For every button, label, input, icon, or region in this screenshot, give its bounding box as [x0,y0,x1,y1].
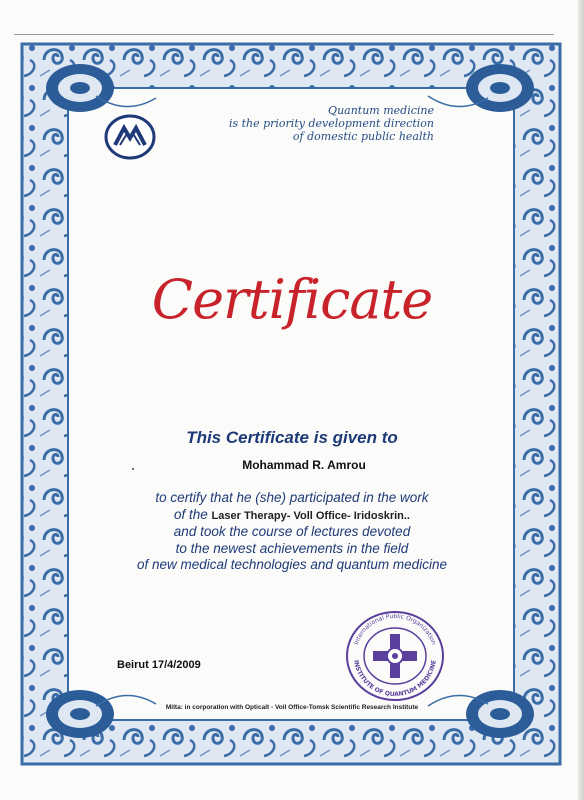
certificate-body [0,490,584,574]
body-line [0,507,584,525]
motto-line: is the priority development direction [228,117,434,130]
seal-bottom-text: INSTITUTE OF QUANTUM MEDICINE [352,659,438,699]
given-to-heading: This Certificate is given to [186,428,398,447]
body-line-prefix: of the [173,506,208,522]
motto [194,104,434,143]
body-line: to certify that he (she) participated in the work [155,490,429,505]
course-name: Laser Therapy- Voll Office- Iridoskrin.. [211,509,410,522]
issue-date: Beirut 17/4/2009 [117,659,201,671]
body-line: to the newest achievements in the field [175,540,409,556]
recipient-name: Mohammad R. Amrou [242,458,366,472]
body-line: and took the course of lectures devoted [173,524,411,539]
motto-line: of domestic public health [292,130,434,143]
organization-logo [104,114,156,160]
motto-line: Quantum medicine [328,104,434,117]
certificate-title: Certificate [151,268,433,331]
body-line: of new medical technologies and quantum medicine [137,557,447,572]
footer-note: Milta: in corporation with Opticalt - Voll Office-Tomsk Scientific Research Institute [165,704,419,711]
seal-top-text: International Public Organization [352,612,438,646]
institute-seal [344,610,446,702]
